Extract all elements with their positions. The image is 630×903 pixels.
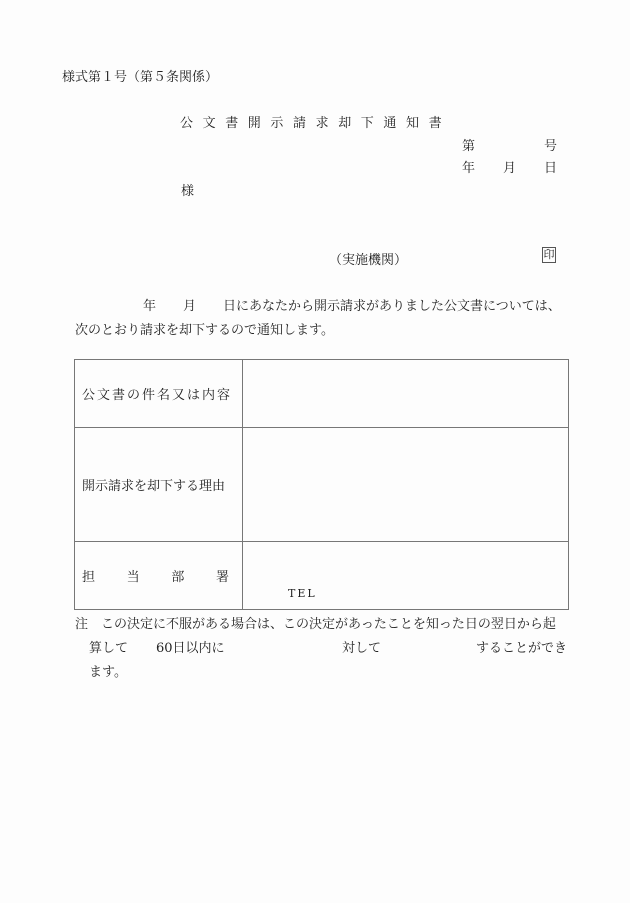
- tel-label: TEL: [288, 587, 317, 600]
- subject-label: 公文書の件名又は内容: [75, 360, 243, 428]
- form-number: 様式第１号（第５条関係）: [62, 70, 219, 85]
- note-line-1: 注 この決定に不服がある場合は、この決定があったことを知った日の翌日から起: [75, 617, 556, 632]
- table-row-department: [75, 542, 569, 610]
- department-char: 署: [215, 570, 229, 585]
- note-line2-c: 対して: [342, 641, 382, 656]
- reason-value: [243, 428, 569, 542]
- issue-date: [462, 157, 557, 176]
- body-line-2: 次のとおり請求を却下するので通知します。: [75, 323, 334, 338]
- body-year: 年: [143, 299, 157, 314]
- body-line-1: [143, 295, 561, 314]
- addressee-suffix: 様: [181, 184, 195, 199]
- date-day: 日: [543, 161, 557, 176]
- department-char: 当: [126, 570, 140, 585]
- department-label: [75, 542, 243, 610]
- reason-label: 開示請求を却下する理由: [75, 428, 243, 542]
- document-number: [462, 135, 557, 154]
- department-char: 部: [171, 570, 185, 585]
- date-month: 月: [502, 161, 516, 176]
- table-row-reason: [75, 428, 569, 542]
- table-row-subject: [75, 360, 569, 428]
- note-line2-a: 算して: [89, 641, 129, 656]
- document-number-suffix: 号: [543, 139, 557, 154]
- date-year: 年: [462, 161, 476, 176]
- department-char: 担: [82, 570, 96, 585]
- document-number-prefix: 第: [462, 139, 476, 154]
- seal-icon: 印: [543, 248, 555, 261]
- note-line2-b: 60日以内に: [156, 641, 225, 656]
- note-line2-d: することができ: [476, 641, 568, 656]
- agency-label: （実施機関）: [329, 253, 408, 268]
- document-title: 公文書開示請求却下通知書: [180, 116, 452, 131]
- body-month: 月: [183, 299, 197, 314]
- body-line1-rest: 日にあなたから開示請求がありました公文書については、: [223, 299, 561, 314]
- department-value: [243, 542, 569, 610]
- request-table: [74, 359, 569, 610]
- note-line-3: ます。: [89, 665, 127, 680]
- subject-value: [243, 360, 569, 428]
